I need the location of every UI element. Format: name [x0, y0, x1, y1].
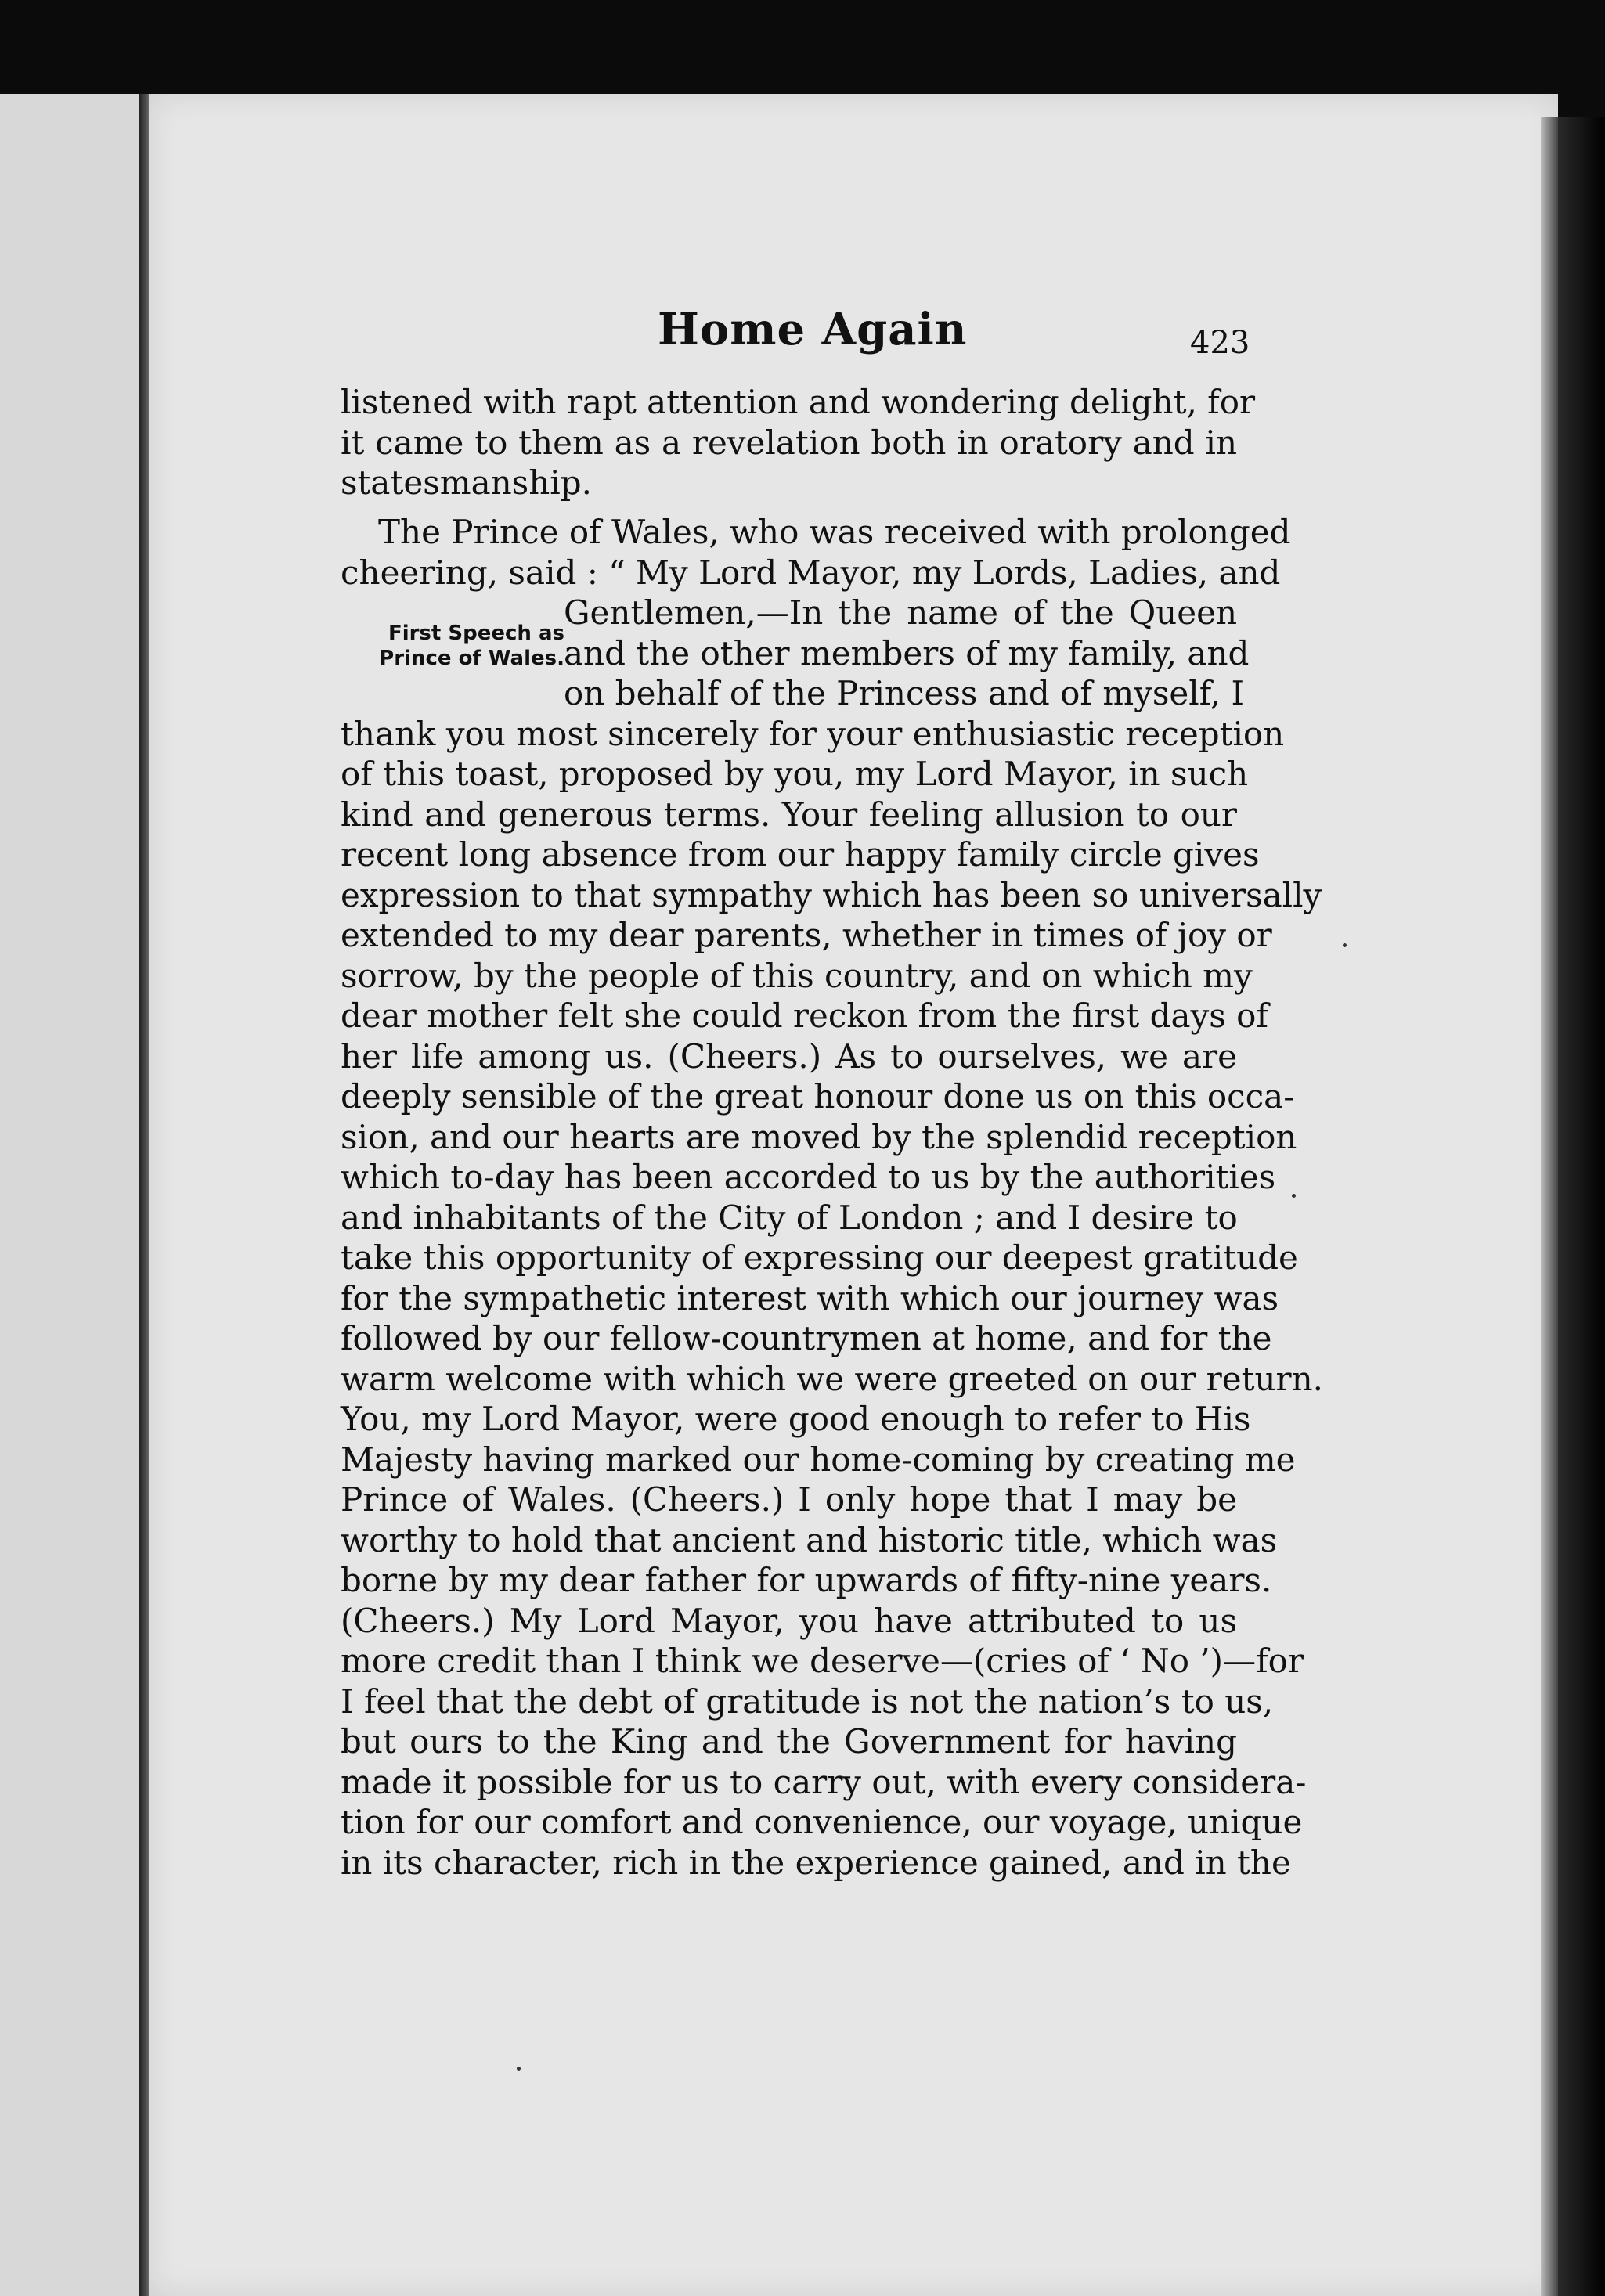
page-number: 423 — [1190, 325, 1250, 361]
text-line: You, my Lord Mayor, were good enough to refer to His — [341, 1400, 1251, 1438]
text-line: and the other members of my family, and — [564, 633, 1250, 672]
text-line: extended to my dear parents, whether in times of joy or — [341, 916, 1272, 954]
text-line: recent long absence from our happy family circle gives — [341, 835, 1260, 874]
text-line: worthy to hold that ancient and historic title, which was — [341, 1520, 1278, 1559]
text-line: of this toast, proposed by you, my Lord Mayor, in such — [341, 755, 1249, 793]
text-line: sion, and our hearts are moved by the splendid reception — [341, 1117, 1297, 1156]
text-line: for the sympathetic interest with which our journey was — [341, 1278, 1279, 1317]
paper-speck — [1343, 943, 1347, 947]
text-line: her life among us. (Cheers.) As to ourselves, we are — [341, 1036, 1237, 1076]
text-line: warm welcome with which we were greeted on our return. — [341, 1359, 1324, 1398]
text-line: take this opportunity of expressing our deepest gratitude — [341, 1238, 1298, 1277]
text-line: it came to them as a revelation both in oratory and in — [341, 423, 1237, 462]
text-line: on behalf of the Princess and of myself, I — [564, 674, 1245, 712]
text-line: borne by my dear father for upwards of fifty-nine years. — [341, 1561, 1272, 1599]
text-line: Gentlemen,—In the name of the Queen — [564, 593, 1237, 632]
text-line: tion for our comfort and convenience, our voyage, unique — [341, 1803, 1303, 1841]
text-line: I feel that the debt of gratitude is not the nation’s to us, — [341, 1681, 1274, 1721]
running-header-title: Home Again — [658, 304, 968, 355]
text-line: cheering, said : “ My Lord Mayor, my Lords, Ladies, and — [341, 553, 1281, 592]
text-line: deeply sensible of the great honour done us on this occa- — [341, 1077, 1295, 1116]
paragraph-continued — [341, 382, 1256, 503]
left-page-margin — [0, 94, 149, 2296]
margin-note-line: Prince of Wales. — [379, 647, 564, 670]
margin-note-line: First Speech as — [388, 622, 564, 645]
text-line: followed by our fellow-countrymen at home, and for the — [341, 1319, 1272, 1357]
text-line: kind and generous terms. Your feeling allusion to our — [341, 795, 1237, 834]
paragraph-speech — [341, 512, 1324, 1883]
text-line: made it possible for us to carry out, with every considera- — [341, 1762, 1307, 1801]
text-line: thank you most sincerely for your enthusiastic reception — [341, 714, 1285, 753]
text-line: sorrow, by the people of this country, and on which my — [341, 956, 1253, 995]
text-line: listened with rapt attention and wondering delight, for — [341, 383, 1256, 421]
paper-speck — [517, 2067, 521, 2071]
paper-speck — [1292, 1194, 1296, 1198]
book-edge-shadow — [1558, 117, 1605, 2296]
text-line: The Prince of Wales, who was received with prolonged — [378, 513, 1291, 551]
text-line: expression to that sympathy which has been so universally — [341, 875, 1322, 914]
text-line: more credit than I think we deserve—(cries of ‘ No ’)—for — [341, 1642, 1304, 1680]
text-line: but ours to the King and the Government for having — [341, 1722, 1237, 1761]
text-line: dear mother felt she could reckon from the first days of — [341, 997, 1269, 1035]
text-line: Majesty having marked our home-coming by creating me — [341, 1440, 1296, 1479]
text-line: which to-day has been accorded to us by the authorities — [341, 1158, 1276, 1196]
text-line: Prince of Wales. (Cheers.) I only hope that I may be — [341, 1480, 1237, 1519]
text-line: (Cheers.) My Lord Mayor, you have attributed to us — [341, 1601, 1237, 1640]
text-line: statesmanship. — [341, 463, 592, 502]
page-edge — [1541, 117, 1558, 2296]
text-line: in its character, rich in the experience gained, and in the — [341, 1843, 1291, 1882]
text-line: and inhabitants of the City of London ; and I desire to — [341, 1198, 1238, 1237]
